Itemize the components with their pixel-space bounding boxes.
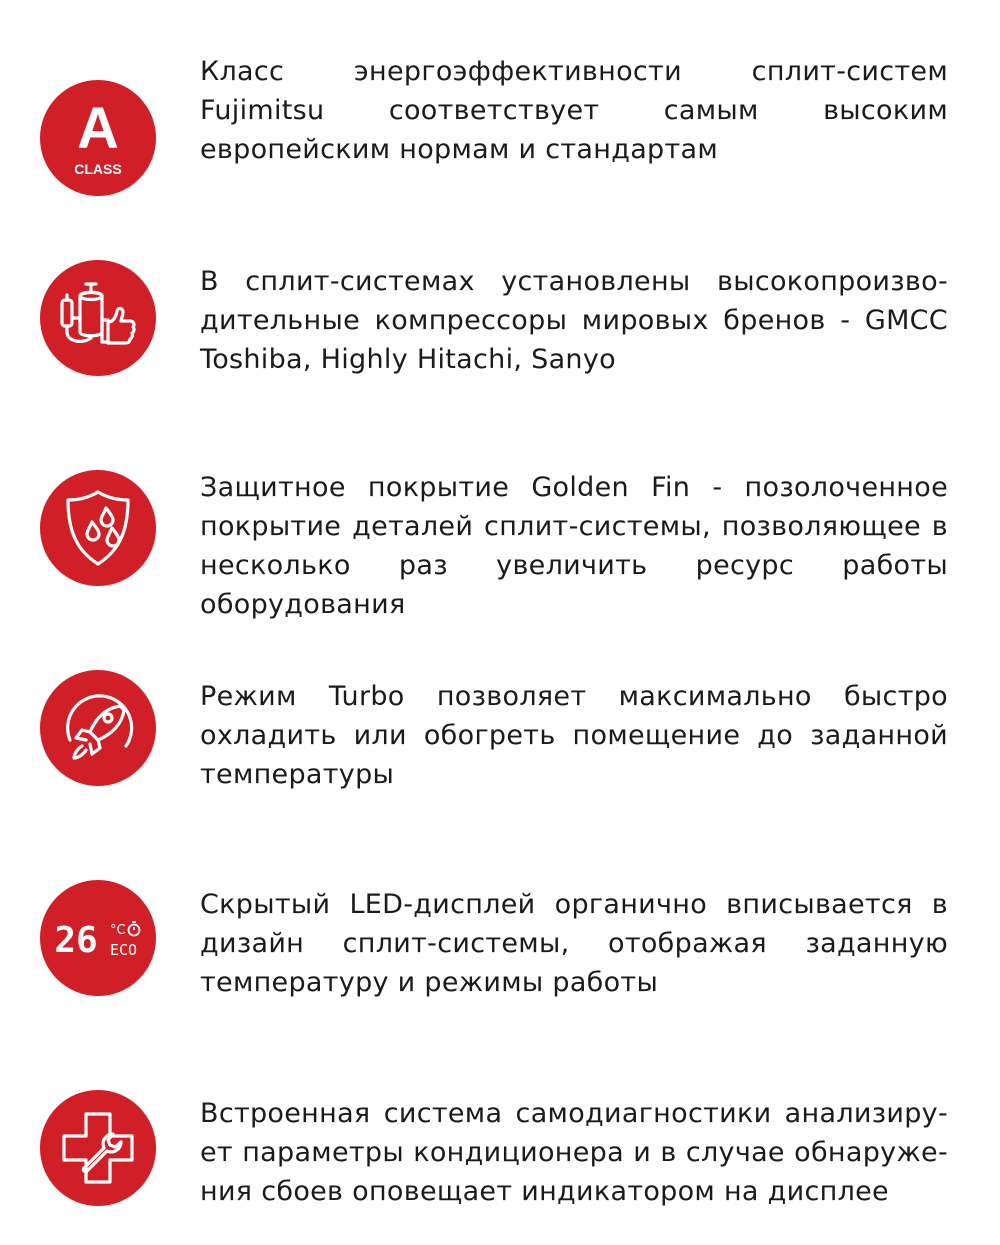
display-mode: ECO [110,941,138,959]
badge-letter: A [77,96,119,161]
display-unit: °C [110,923,126,938]
display-temperature: 26 [54,920,98,961]
led-display-icon [40,880,156,996]
feature-text-self-diagnostic: Встроенная система самодиагностики анализиру-ет параметры кондиционера и в случае обнаруже-ния сбоев оповещает индикатором на дисплее [200,1098,948,1207]
feature-text-energy-class: Класс энергоэффективности сплит-систем Fujimitsu соответствует самым высоким европейским нормам и стандартам [200,56,948,165]
turbo-rocket-icon [40,670,156,786]
badge-label: CLASS [74,161,122,177]
timer-icon [129,922,140,936]
compressor-thumbs-up-icon [40,260,156,376]
self-diagnostic-cross-wrench-icon [40,1090,156,1206]
a-class-energy-icon [40,80,156,196]
feature-text-compressors: В сплит-системах установлены высокопроизво-дительные компрессоры мировых бренов - GMCC Toshiba, Highly Hitachi, Sanyo [200,266,948,375]
feature-text-led-display: Скрытый LED-дисплей органично вписывается в дизайн сплит-системы, отображая заданную температуру и режимы работы [200,889,948,998]
feature-text-turbo: Режим Turbo позволяет максимально быстро охладить или обогреть помещение до заданной температуры [200,681,948,790]
feature-text-golden-fin: Защитное покрытие Golden Fin - позолоченное покрытие деталей сплит-системы, позволяющее в несколько раз увеличить ресурс работы оборудования [200,472,948,620]
shield-drops-icon [40,470,156,586]
